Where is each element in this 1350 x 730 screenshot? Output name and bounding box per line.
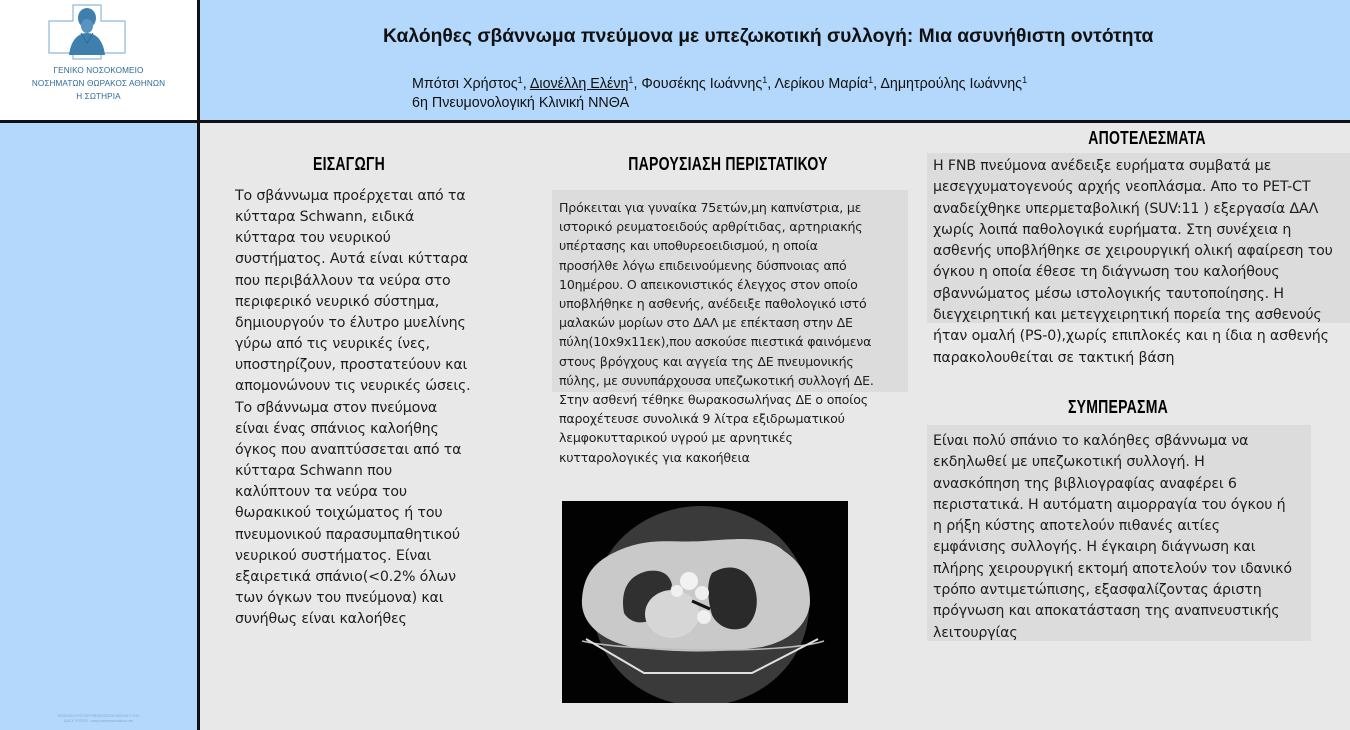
ct-scan-graphic	[562, 501, 848, 703]
text-line: λειτουργίας	[933, 624, 1018, 641]
intro-heading: ΕΙΣΑΓΩΓΗ	[313, 154, 385, 174]
text-line: εξαιρετικά σπάνιο(<0.2% όλων	[235, 568, 456, 585]
text-line: Η FNB πνεύμονα ανέδειξε ευρήματα συμβατά με	[933, 158, 1272, 174]
text-line: γύρω από τις νευρικές ίνες,	[235, 336, 430, 353]
text-line: όγκος που αναπτύσσεται από τα	[235, 441, 462, 458]
text-line: κύτταρα Schwann, ειδικά	[235, 209, 415, 226]
text-line: Στην ασθενή τέθηκε θωρακοσωλήνας ΔΕ ο οποίος	[559, 392, 868, 408]
text-line: πλήρης χειρουργική εκτομή αποτελούν τον ιδανικό	[933, 560, 1292, 577]
author-name: Μπότσι Χρήστος	[412, 76, 518, 92]
affiliation: 6η Πνευμονολογική Κλινική ΝΝΘΑ	[412, 95, 630, 111]
author-name: Λερίκου Μαρία	[774, 76, 869, 92]
header-divider	[0, 120, 1350, 123]
case-heading: ΠΑΡΟΥΣΙΑΣΗ ΠΕΡΙΣΤΑΤΙΚΟΥ	[628, 154, 828, 174]
hospital-name	[0, 64, 197, 103]
footer-note-line: RESEARCH POSTER PRESENTATION DESIGN © 2019	[57, 714, 140, 718]
author-affiliation: 1	[517, 75, 523, 85]
text-line: είναι ένας σπάνιος καλοήθης	[235, 420, 439, 437]
text-line: κυτταρολογικές για κακοήθεια	[559, 449, 750, 465]
text-line: καλύπτουν τα νεύρα του	[235, 484, 407, 501]
text-line: απομονώνουν τις νευρικές ώσεις.	[235, 378, 471, 395]
text-line: παρακολουθείται σε τακτική βάση	[933, 349, 1175, 366]
text-line: μαλακών μορίων στο ΔΑΛ με επέκταση στην ΔΕ	[559, 315, 853, 331]
text-line: θωρακικού τοιχώματος ή του	[235, 505, 443, 522]
text-line: η ρήξη κύστης αποτελούν πιθανές αιτίες	[933, 518, 1220, 535]
text-line: Είναι πολύ σπάνιο το καλόηθες σβάννωμα να	[933, 433, 1249, 449]
text-line: εμφάνισης συλλογής. Η έγκαιρη διάγνωση και	[933, 539, 1256, 556]
text-line: Το σβάννωμα στον πνεύμονα	[235, 399, 438, 416]
text-line: λεμφοκυτταρικού υγρού με αρνητικές	[559, 430, 793, 446]
results-text	[933, 156, 1350, 369]
text-line: νευρικού συστήματος. Είναι	[235, 547, 431, 564]
text-line: υπέρτασης και υποθυρεοειδισμού, η οποία	[559, 238, 818, 254]
intro-text	[235, 186, 495, 630]
text-line: περιφερικό νευρικό σύστημα,	[235, 293, 440, 310]
text-line: κύτταρα Schwann που	[235, 463, 393, 480]
text-line: υποβλήθηκε η ασθενής, ανέδειξε παθολογικό ιστό	[559, 296, 867, 312]
poster-title: Καλόηθες σβάννωμα πνεύμονα με υπεζωκοτική συλλογή: Μια ασυνήθιστη οντότητα	[383, 26, 1154, 47]
text-line: ήταν ομαλή (PS-0),χωρίς επιπλοκές και η ίδια η ασθενής	[933, 328, 1329, 345]
text-line: ανασκόπηση της βιβλιογραφίας αναφέρει 6	[933, 475, 1237, 492]
text-line: υποστηρίζουν, προστατεύουν και	[235, 357, 468, 374]
author-affiliation: 1	[762, 75, 768, 85]
text-line: δημιουργούν το έλυτρο μυελίνης	[235, 314, 466, 331]
text-line: Το σβάννωμα προέρχεται από τα	[235, 188, 466, 204]
text-line: όγκου η οποία έθεσε τη διάγνωση του καλοήθους	[933, 264, 1280, 281]
text-line: Πρόκειται για γυναίκα 75ετών,μη καπνίστρια, με	[559, 200, 862, 215]
author-affiliation: 1	[868, 75, 874, 85]
text-line: χωρίς λοιπά παθολογικά ευρήματα. Στη συνέχεια η	[933, 221, 1292, 238]
text-line: τρόπο αντιμετώπισης, εξασφαλίζοντας άριστη	[933, 582, 1262, 599]
author-name: Δημητρούλης Ιωάννης	[880, 76, 1023, 92]
text-line: πνευμονικού παρασυμπαθητικού	[235, 526, 460, 543]
poster-header	[199, 0, 1350, 120]
text-line: αναδείχθηκε υπερμεταβολική (SUV:11 ) εξεργασία ΔΑΛ	[933, 200, 1319, 217]
text-line: πρόγνωση και αποκατάσταση της αναπνευστικής	[933, 603, 1280, 620]
hospital-name-line: ΝΟΣΗΜΑΤΩΝ ΘΩΡΑΚΟΣ ΑΘΗΝΩΝ	[31, 79, 166, 88]
text-line: στους βρόγχους και αγγεία της ΔΕ πνευμονικής	[559, 353, 854, 369]
author-name: Φουσέκης Ιωάννης	[641, 76, 763, 92]
conclusion-text	[933, 431, 1313, 644]
text-line: προσήλθε λόγω επιδεινούμενης δύσπνοιας από	[559, 257, 847, 273]
text-line: πύλης, με συνυπάρχουσα υπεζωκοτική συλλογή ΔΕ.	[559, 372, 874, 388]
text-line: συνήθως είναι καλοήθες	[235, 611, 407, 628]
hospital-name-line: Η ΣΩΤΗΡΙΑ	[76, 92, 121, 101]
ct-scan-image	[562, 501, 848, 703]
text-line: πύλη(10x9x11εκ),που ασκούσε πιεστικά φαινόμενα	[559, 334, 872, 350]
text-line: παροχέτευσε συνολικά 9 λίτρα εξιδρωματικού	[559, 411, 845, 427]
presenting-author-name: Διονέλλη Ελένη	[529, 76, 629, 92]
footer-note-line: QUICK POSTER · www.posterpresentations.com	[63, 718, 134, 723]
text-line: συστήματος. Αυτά είναι κύτταρα	[235, 251, 468, 268]
hospital-name-line: ΓΕΝΙΚΟ ΝΟΣΟΚΟΜΕΙΟ	[53, 66, 144, 75]
author-affiliation: 1	[628, 75, 634, 85]
author-block	[412, 71, 1027, 113]
text-line: εκδηλωθεί με υπεζωκοτική συλλογή. Η	[933, 454, 1205, 471]
text-line: των όγκων του πνεύμονα) και	[235, 589, 444, 606]
hospital-logo-cross-portrait-icon	[47, 3, 127, 61]
results-heading: ΑΠΟΤΕΛΕΣΜΑΤΑ	[1088, 128, 1206, 148]
author-list: Μπότσι Χρήστος$^1$, Διονέλλη Ελένη$^1$, Φουσέκης Ιωάννης$^1$, Λερίκου Μαρία$^1$, Δημητρούλης Ιωάννης$^1$	[412, 75, 1028, 92]
text-line: μεσεγχυματογενούς αρχής νεοπλάσμα. Απο το PET-CT	[933, 179, 1311, 196]
sidebar-footer-note	[0, 714, 197, 723]
case-text	[559, 198, 909, 467]
hospital-logo	[0, 0, 197, 120]
text-line: περιστατικά. Η αυτόματη αιμορραγία του όγκου ή	[933, 496, 1286, 513]
text-line: ασθενής υποβλήθηκε σε χειρουργική ολική αφαίρεση του	[933, 243, 1333, 260]
text-line: κύτταρα του νευρικού	[235, 230, 391, 247]
text-line: ιστορικό ρευματοειδούς αρθρίτιδας, αρτηριακής	[559, 219, 863, 235]
text-line: διεγχειρητική και μετεγχειρητική πορεία της ασθενούς	[933, 307, 1322, 324]
text-line: 10ημέρου. Ο απεικονιστικός έλεγχος στον οποίο	[559, 276, 858, 292]
text-line: που περιβάλλουν τα νεύρα στο	[235, 272, 451, 289]
text-line: σβαννώματος μέσω ιστολογικής ταυτοποίησης. Η	[933, 285, 1284, 302]
left-sidebar	[0, 123, 197, 730]
sidebar-divider	[197, 0, 200, 730]
conclusion-heading: ΣΥΜΠΕΡΑΣΜΑ	[1067, 397, 1169, 417]
author-affiliation: 1	[1022, 75, 1028, 85]
